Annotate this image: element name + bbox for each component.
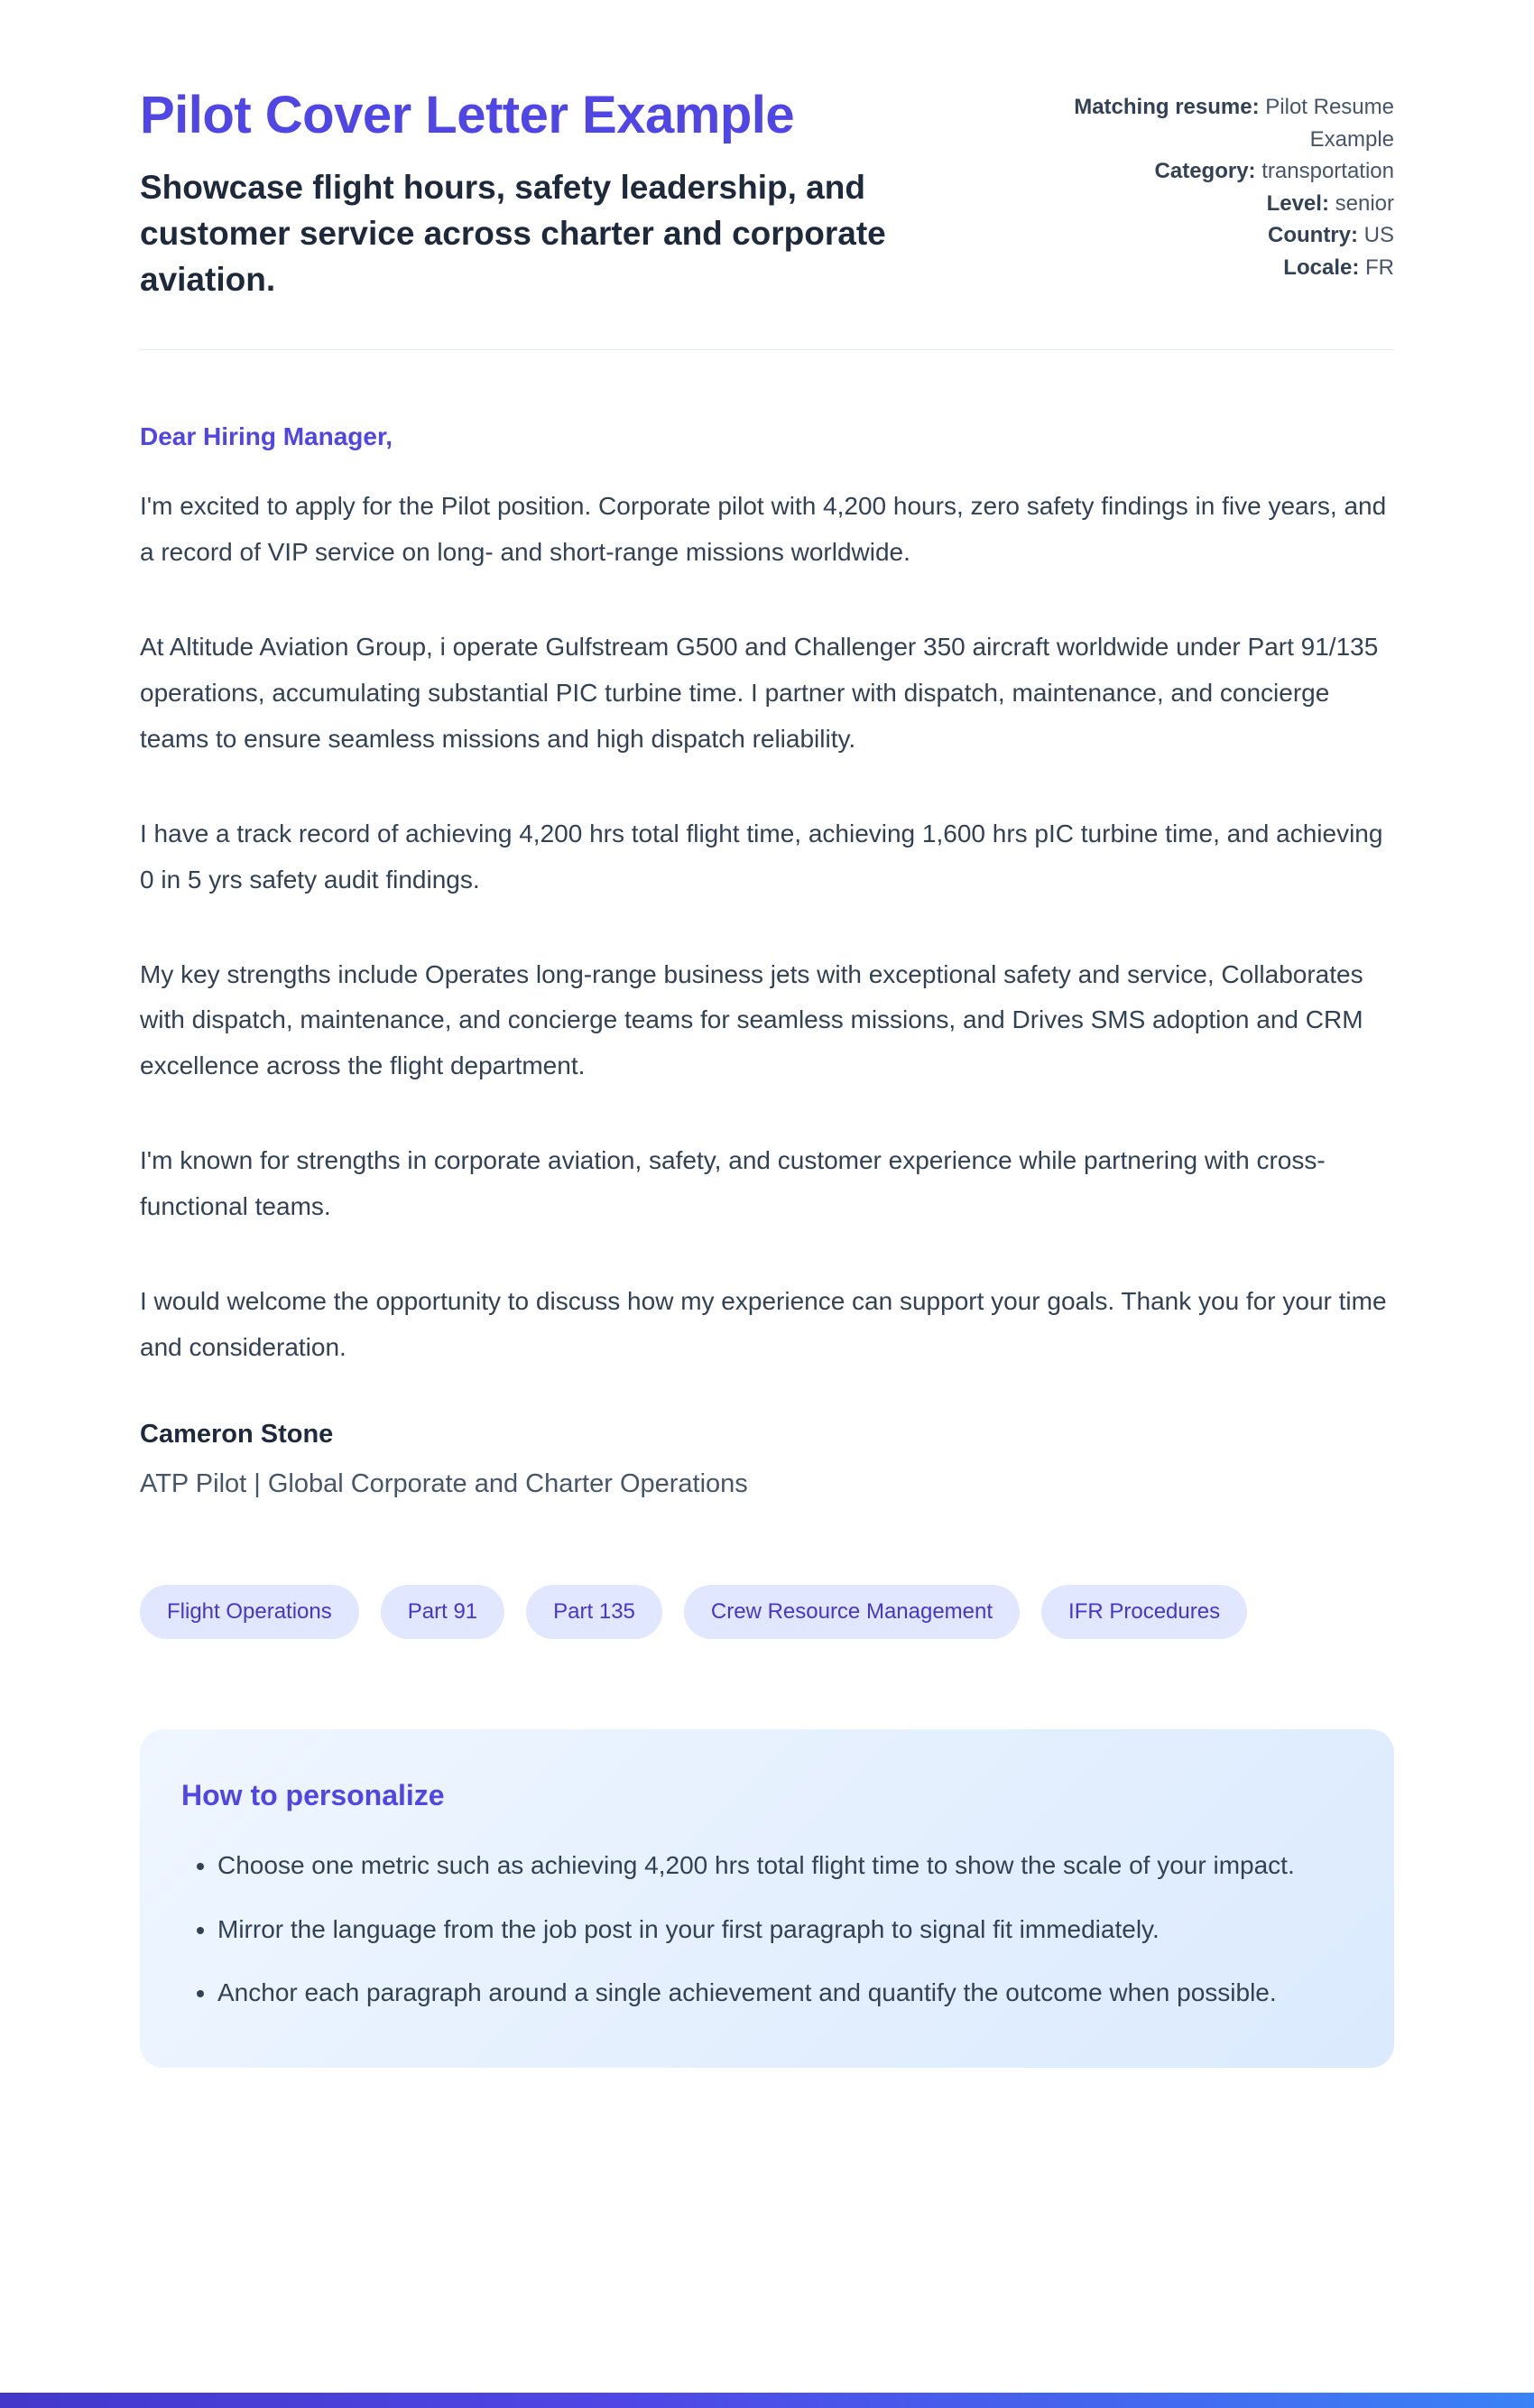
- signature-title: ATP Pilot | Global Corporate and Charter Operations: [140, 1469, 748, 1499]
- tag-part-91[interactable]: Part 91: [381, 1585, 504, 1639]
- tag-crew-resource-management[interactable]: Crew Resource Management: [684, 1585, 1020, 1639]
- cover-letter-body: [140, 422, 1394, 1499]
- letter-paragraph-6: I would welcome the opportunity to discuss how my experience can support your goals. Thank you for your time and consideration.: [140, 1287, 1387, 1362]
- meta-value-locale: FR: [1365, 255, 1394, 280]
- meta-label-country: Country:: [1268, 223, 1358, 248]
- meta-label-matching-resume: Matching resume:: [1074, 95, 1260, 119]
- meta-item-locale: [1015, 252, 1394, 284]
- meta-label-level: Level:: [1266, 190, 1329, 216]
- personalize-card: [140, 1729, 1394, 2068]
- meta-value-country: US: [1363, 223, 1394, 248]
- letter-paragraph-1: I'm excited to apply for the Pilot position. Corporate pilot with 4,200 hours, zero safety findings in five years, and a record of VIP service on long- and short-range missions worldwide.: [140, 491, 1387, 566]
- meta-value-level: senior: [1335, 190, 1394, 216]
- letter-paragraph-4: My key strengths include Operates long-range business jets with exceptional safety and service, Collaborates with dispatch, maintenance, and concierge teams for seamless missions, and Drives SMS adoption and CRM excellence across the flight department.: [140, 959, 1363, 1080]
- personalize-tip-1: • Choose one metric such as achieving 4,200 hrs total flight time to show the scale of your impact.: [217, 1843, 1331, 1888]
- signature-name: Cameron Stone: [140, 1420, 334, 1449]
- meta-value-matching-resume: Pilot Resume Example: [1265, 95, 1394, 152]
- footer-accent-bar: [0, 2393, 1534, 2408]
- meta-label-category: Category:: [1154, 159, 1256, 184]
- page-subtitle: Showcase flight hours, safety leadership, and customer service across charter and corporate aviation.: [140, 168, 886, 298]
- personalize-heading: How to personalize: [181, 1779, 445, 1812]
- meta-item-level: [1015, 188, 1394, 220]
- meta-value-category: transportation: [1261, 159, 1394, 184]
- tag-ifr-procedures[interactable]: IFR Procedures: [1041, 1585, 1247, 1639]
- header-left: [140, 86, 1006, 302]
- resume-meta: [1015, 86, 1394, 283]
- meta-item-category: [1015, 155, 1394, 188]
- personalize-tip-2: • Mirror the language from the job post in your first paragraph to signal fit immediately.: [217, 1907, 1331, 1952]
- meta-item-matching-resume: [1015, 91, 1394, 155]
- tag-list: [140, 1585, 1394, 1639]
- personalize-tips: [181, 1843, 1331, 2015]
- page-title: Pilot Cover Letter Example: [140, 86, 795, 144]
- header-divider: [140, 349, 1394, 350]
- tag-part-135[interactable]: Part 135: [526, 1585, 662, 1639]
- letter-paragraph-5: I'm known for strengths in corporate aviation, safety, and customer experience while partnering with cross-functional teams.: [140, 1146, 1326, 1221]
- salutation: Dear Hiring Manager,: [140, 421, 393, 450]
- letter-paragraph-2: At Altitude Aviation Group, i operate Gulfstream G500 and Challenger 350 aircraft worldwide under Part 91/135 operations, accumulating substantial PIC turbine time. I partner with dispatch, maintenance, and concierge teams to ensure seamless missions and high dispatch reliability.: [140, 632, 1379, 753]
- letter-paragraph-3: I have a track record of achieving 4,200 hrs total flight time, achieving 1,600 hrs pIC turbine time, and achieving 0 in 5 yrs safety audit findings.: [140, 819, 1383, 894]
- meta-label-locale: Locale:: [1283, 255, 1360, 280]
- meta-item-country: [1015, 219, 1394, 252]
- personalize-tip-3: • Anchor each paragraph around a single achievement and quantify the outcome when possible.: [217, 1970, 1331, 2015]
- tag-flight-operations[interactable]: Flight Operations: [140, 1585, 359, 1639]
- header: [140, 86, 1394, 302]
